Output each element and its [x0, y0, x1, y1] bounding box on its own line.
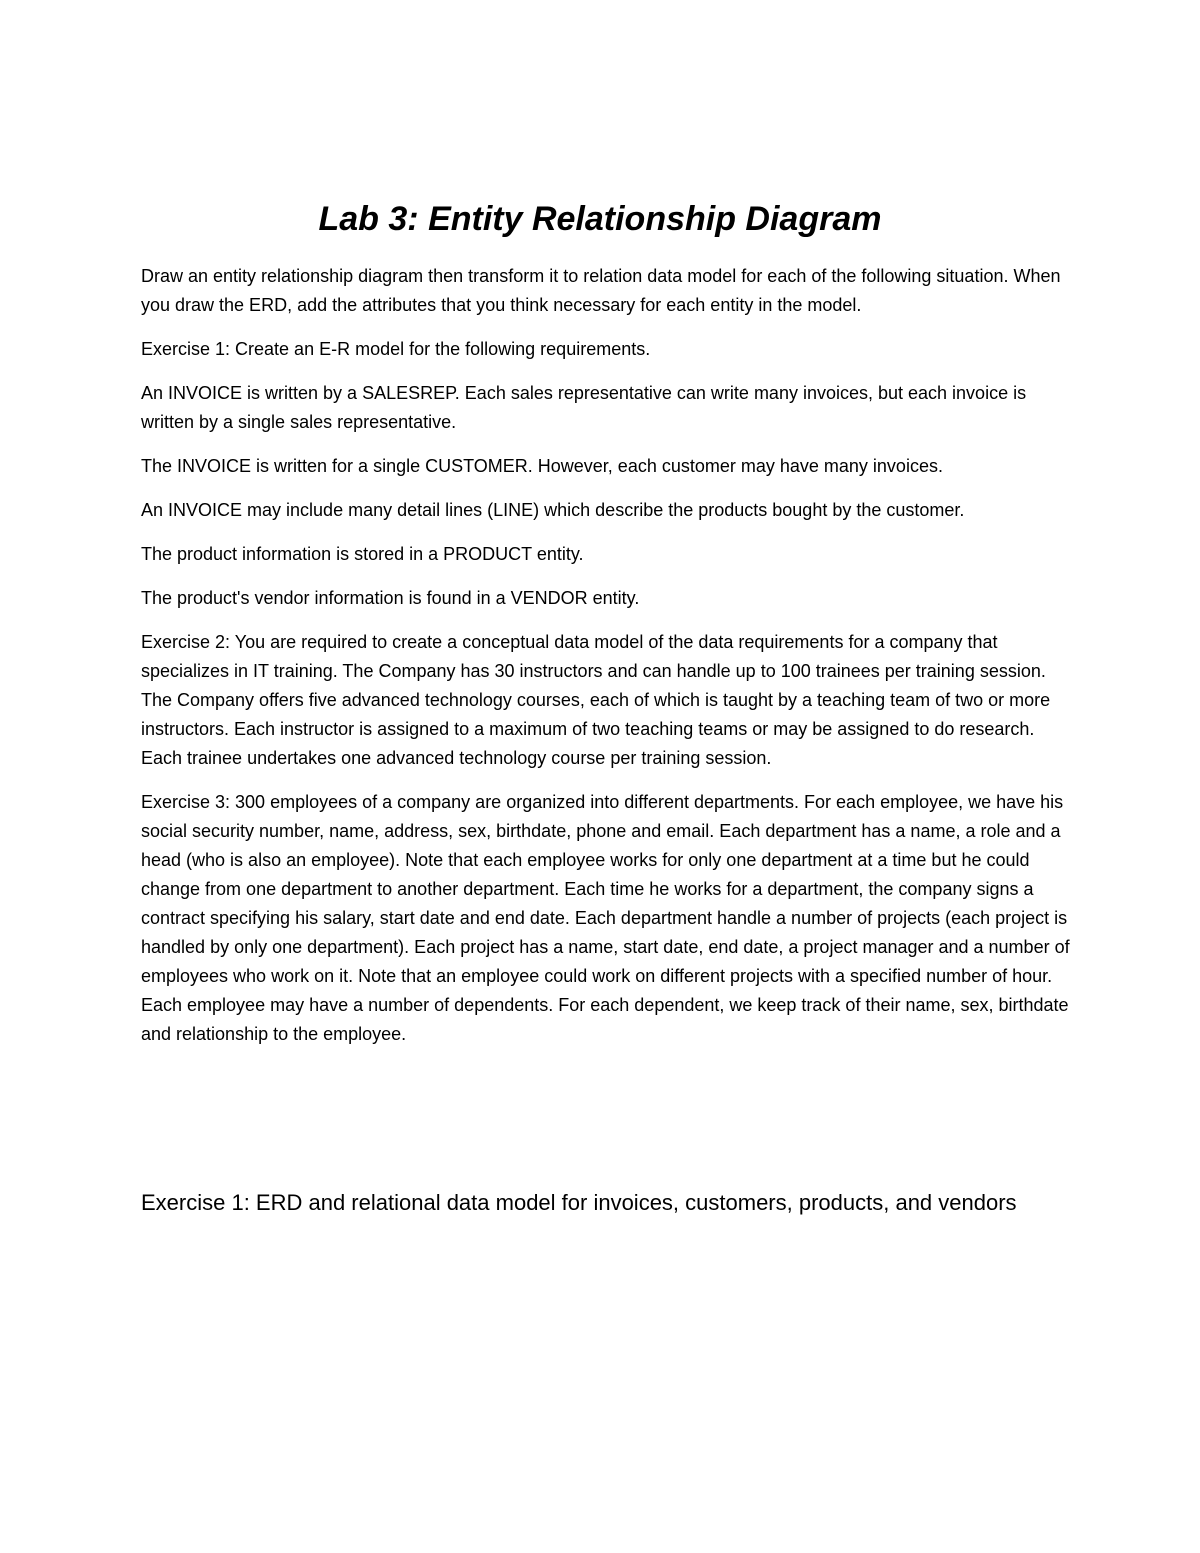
exercise-1-solution-heading: Exercise 1: ERD and relational data model for invoices, customers, products, and vendors — [141, 1190, 1017, 1215]
exercise-1-requirement-invoice-line: An INVOICE may include many detail lines (LINE) which describe the products bought by the customer. — [141, 500, 965, 520]
exercise-1-requirement-product: The product information is stored in a PRODUCT entity. — [141, 544, 584, 564]
exercise-1-requirement-invoice-customer: The INVOICE is written for a single CUSTOMER. However, each customer may have many invoices. — [141, 456, 943, 476]
exercise-1-requirement-invoice-salesrep: An INVOICE is written by a SALESREP. Each sales representative can write many invoices, but each invoice is written by a single sales representative. — [141, 383, 1027, 432]
document-title: Lab 3: Entity Relationship Diagram — [318, 200, 882, 238]
exercise-1-heading: Exercise 1: Create an E-R model for the following requirements. — [141, 339, 651, 359]
exercise-2-paragraph: Exercise 2: You are required to create a conceptual data model of the data requirements for a company that specializes in IT training. The Company has 30 instructors and can handle up to 100 trainees per training session. The Company offers five advanced technology courses, each of which is taught by a teaching team of two or more instructors. Each instructor is assigned to a maximum of two teaching teams or may be assigned to do research. Each trainee undertakes one advanced technology course per training session. — [141, 632, 1051, 768]
intro-paragraph: Draw an entity relationship diagram then transform it to relation data model for each of the following situation. When you draw the ERD, add the attributes that you think necessary for each entity in the model. — [141, 266, 1061, 315]
exercise-1-requirement-vendor: The product's vendor information is found in a VENDOR entity. — [141, 588, 640, 608]
document-body — [141, 262, 1071, 1064]
exercise-3-paragraph: Exercise 3: 300 employees of a company are organized into different departments. For each employee, we have his social security number, name, address, sex, birthdate, phone and email. Each department has a name, a role and a head (who is also an employee). Note that each employee works for only one department at a time but he could change from one department to another department. Each time he works for a department, the company signs a contract specifying his salary, start date and end date. Each department handle a number of projects (each project is handled by only one department). Each project has a name, start date, end date, a project manager and a number of employees who work on it. Note that an employee could work on different projects with a specified number of hour. Each employee may have a number of dependents. For each dependent, we keep track of their name, sex, birthdate and relationship to the employee. — [141, 792, 1070, 1044]
